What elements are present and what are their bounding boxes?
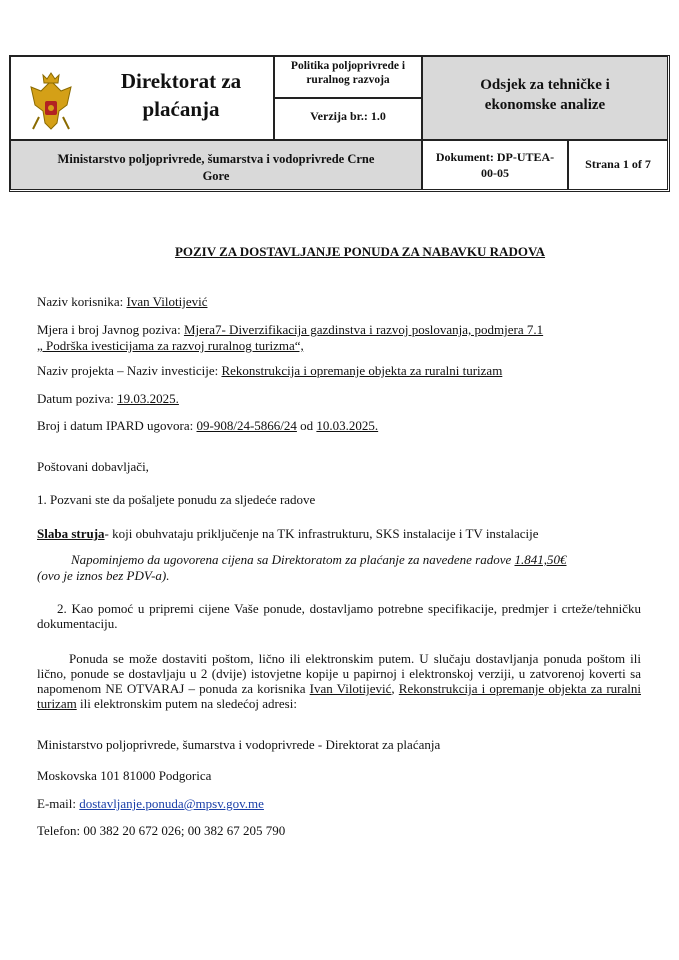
measure-value-line-1: Mjera7- Diverzifikacija gazdinstva i razvoj poslovanja, podmjera 7.1	[183, 322, 544, 337]
policy-line-1: Politika poljoprivrede i	[290, 60, 406, 72]
document-line-2: 00-05	[481, 166, 509, 180]
phone-line: Telefon: 00 382 20 672 026; 00 382 67 205 790	[37, 823, 286, 838]
address-org: Ministarstvo poljoprivrede, šumarstva i vodoprivrede - Direktorat za plaćanja	[37, 737, 441, 752]
item-1: 1. Pozvani ste da pošaljete ponudu za sljedeće radove	[37, 492, 316, 507]
email-label: E-mail:	[37, 796, 80, 811]
department-line-1: Odsjek za tehničke i	[480, 77, 610, 93]
field-date	[37, 390, 179, 407]
address-street: Moskovska 101 81000 Podgorica	[37, 768, 212, 783]
delivery-project: Rekonstrukcija i opremanje objekta za ruralni turizam	[37, 681, 641, 711]
directorate-cell	[10, 56, 274, 140]
page-number-cell	[568, 140, 668, 190]
note-line-1	[71, 551, 566, 568]
measure-value-line-2: „ Podrška ivesticijama za razvoj ruralnog turizma“,	[37, 338, 304, 353]
delivery-comma: ,	[391, 681, 399, 696]
note-text: Napominjemo da ugovorena cijena sa Direktoratom za plaćanje za navedene radove	[71, 552, 515, 567]
delivery-text: Ponuda se može dostaviti poštom, lično ili elektronskim putem. U slučaju dostavljanja ponuda poštom ili lično, ponude se dostavljaju u 2 (dvije) istovjetne kopije u papirnoj i elektronskoj verziji, u zatvorenoj koverti sa napomenom NE OTVARAJ – ponuda za korisnika	[37, 651, 641, 696]
note-line-2: (ovo je iznos bez PDV-a).	[37, 568, 170, 583]
ministry-line-1: Ministarstvo poljoprivrede, šumarstva i vodoprivrede Crne	[57, 152, 375, 166]
org-line-2: plaćanja	[142, 97, 220, 121]
field-measure-cont	[37, 337, 304, 354]
measure-label: Mjera i broj Javnog poziva:	[37, 322, 184, 337]
user-label: Naziv korisnika:	[37, 294, 127, 309]
contract-label: Broj i datum IPARD ugovora:	[37, 418, 197, 433]
contract-date: 10.03.2025.	[316, 418, 379, 433]
version-label: Verzija br.: 1.0	[310, 109, 386, 123]
note-amount: 1.841,50€	[514, 552, 567, 567]
version-cell	[274, 98, 422, 140]
work-description: - koji obuhvataju priključenje na TK infrastrukturu, SKS instalacije i TV instalacije	[104, 526, 539, 541]
greeting: Poštovani dobavljači,	[37, 459, 149, 474]
org-line-1: Direktorat za	[120, 69, 242, 93]
project-value: Rekonstrukcija i opremanje objekta za ruralni turizam	[221, 363, 503, 378]
policy-cell	[274, 56, 422, 98]
contract-number: 09-908/24-5866/24	[196, 418, 297, 433]
user-value: Ivan Vilotijević	[126, 294, 208, 309]
field-contract	[37, 417, 378, 434]
document-line-1: Dokument: DP-UTEA-	[435, 150, 555, 164]
document-header	[9, 55, 670, 192]
delivery-paragraph	[37, 651, 641, 711]
department-line-2: ekonomske analize	[484, 97, 606, 113]
date-value: 19.03.2025.	[117, 391, 179, 406]
field-user	[37, 293, 207, 310]
email-line	[37, 795, 264, 812]
department-cell	[422, 56, 668, 140]
date-label: Datum poziva:	[37, 391, 118, 406]
directorate-name	[101, 67, 261, 123]
project-label: Naziv projekta – Naziv investicije:	[37, 363, 222, 378]
document-id-cell	[422, 140, 568, 190]
delivery-user: Ivan Vilotijević	[309, 681, 392, 696]
work-line	[37, 525, 539, 542]
ministry-cell	[10, 140, 422, 190]
ministry-line-2: Gore	[202, 169, 230, 183]
item-2: 2. Kao pomoć u pripremi cijene Vaše ponude, dostavljamo potrebne specifikacije, predmjer i crteže/tehničku dokumentaciju.	[37, 601, 641, 631]
field-measure	[37, 321, 543, 338]
page-title: POZIV ZA DOSTAVLJANJE PONUDA ZA NABAVKU RADOVA	[174, 244, 546, 259]
work-title: Slaba struja	[37, 526, 105, 541]
montenegro-crest-icon	[25, 71, 77, 135]
field-project	[37, 362, 502, 379]
policy-line-2: ruralnog razvoja	[306, 74, 390, 86]
email-link[interactable]: dostavljanje.ponuda@mpsv.gov.me	[79, 796, 264, 811]
page-number: Strana 1 of 7	[585, 157, 651, 171]
contract-od: od	[296, 418, 317, 433]
delivery-end: ili elektronskim putem na sledećoj adresi:	[76, 696, 297, 711]
